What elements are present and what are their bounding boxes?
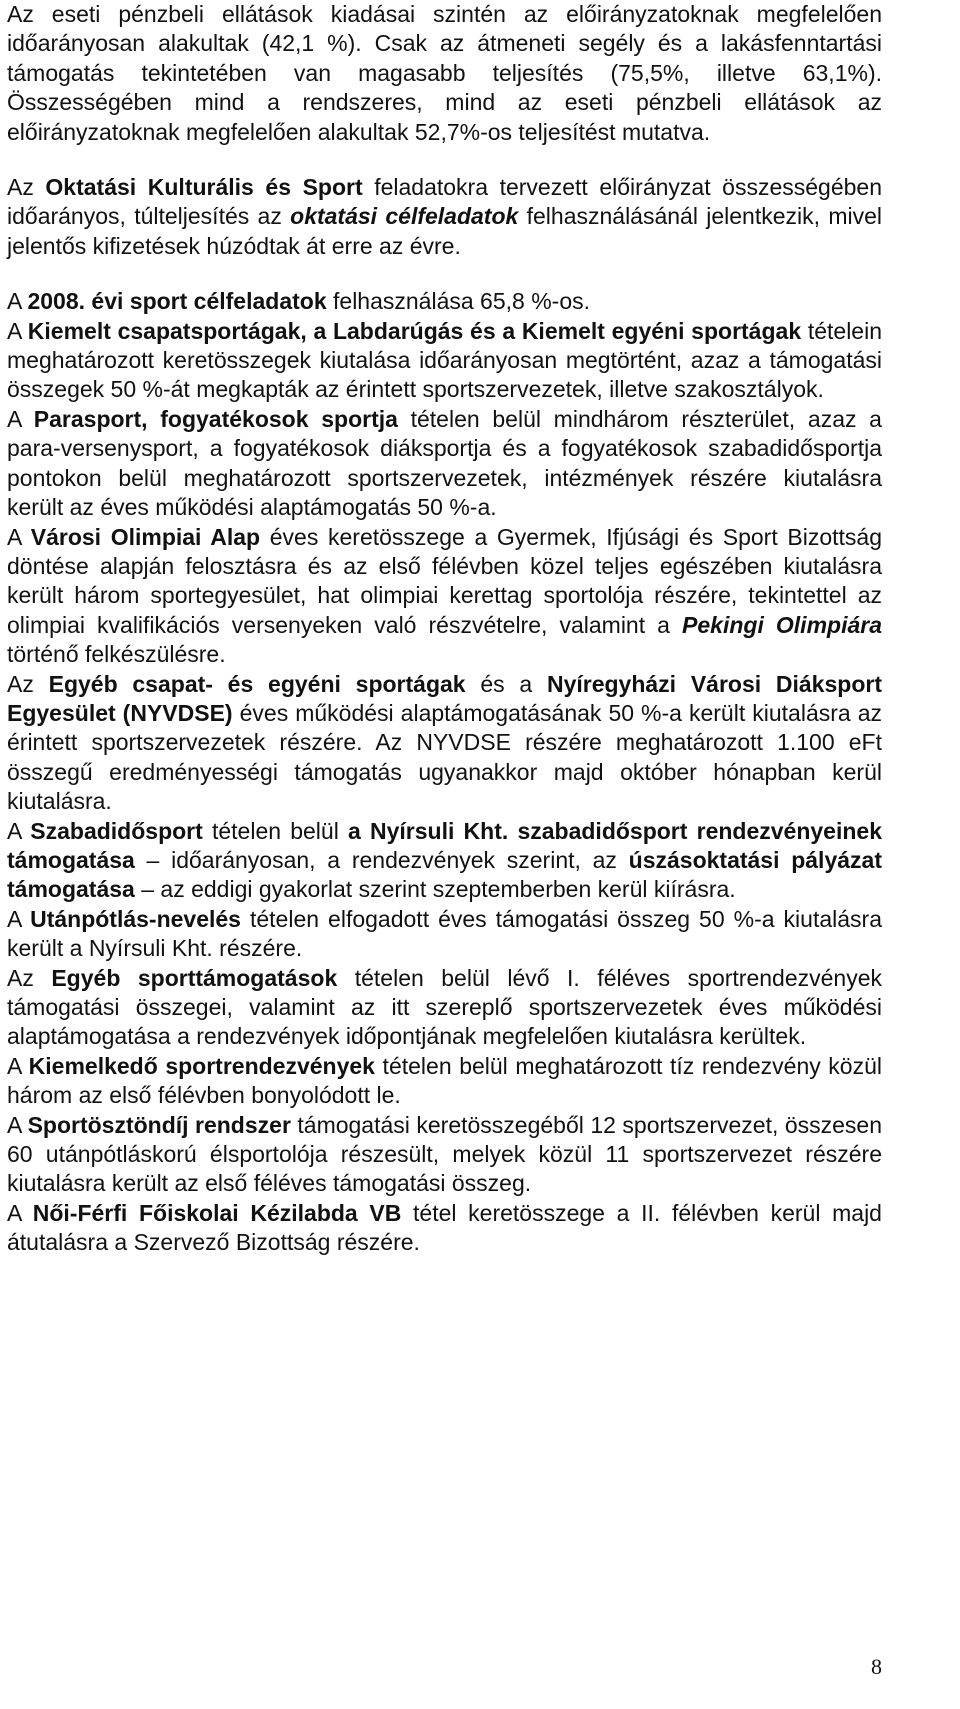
body-text: tételen belül lévő I. féléves sportrendezvények támogatási összegei, valamint az itt szereplő sportszervezetek éves működési alaptámogatása a rendezvények időpontjának megfelelően kiutalásra kerültek.: [7, 964, 883, 1050]
body-text: tételen elfogadott éves támogatási összeg 50 %-a kiutalásra került a Nyírsuli Kht. részére.: [7, 905, 882, 962]
emphasis-text: Kiemelt csapatsportágak, a Labdarúgás és a Kiemelt egyéni sportágak: [27, 317, 802, 344]
emphasis-text: Egyéb sporttámogatások: [51, 964, 338, 991]
body-text: A: [7, 405, 34, 432]
body-text: tételen belül meghatározott tíz rendezvény közül három az első félévben bonyolódott le.: [7, 1052, 882, 1109]
emphasis-text: Női-Férfi Főiskolai Kézilabda VB: [32, 1199, 402, 1226]
body-text: A: [7, 817, 31, 844]
body-text: – az eddigi gyakorlat szerint szeptemberben kerül kiírásra.: [134, 876, 736, 903]
body-text: A: [7, 523, 31, 550]
emphasis-text: Sportösztöndíj rendszer: [27, 1111, 291, 1138]
paragraph-oktatasi-kulturalis-sport: [7, 173, 882, 261]
body-text: A: [7, 1111, 28, 1138]
body-text: Az eseti pénzbeli ellátások kiadásai szintén az előirányzatoknak megfelelően időarányosan alakultak (42,1 %). Csak az átmeneti segély és a lakásfenntartási támogatás tekintetében van magasabb teljesítés (75,5%, illetve 63,1%). Összességében mind a rendszeres, mind az eseti pénzbeli ellátások az előirányzatoknak megfelelően alakultak 52,7%-os teljesítést mutatva.: [7, 1, 882, 145]
paragraph-sport-celfeladatok-2008: [7, 287, 882, 316]
emphasis-text: Egyéb csapat- és egyéni sportágak: [48, 670, 466, 697]
paragraph-varosi-olimpiai-alap: [7, 523, 882, 670]
paragraph-egyeb-sporttamogatasok: [7, 964, 882, 1052]
body-text: tételen belül: [202, 817, 349, 844]
emphasis-text: 2008. évi sport célfeladatok: [27, 288, 327, 315]
paragraph-kezilabda-vb: [7, 1199, 882, 1258]
paragraph-kiemelt-csapatsportagak: [7, 317, 882, 405]
body-text: éves működési alaptámogatásának 50 %-a került kiutalásra az érintett sportszervezetek részére. Az NYVDSE részére meghatározott 1.100 eFt összegű eredményességi támogatás ugyanakkor majd október hónapban kerül kiutalásra.: [7, 699, 882, 815]
body-text: feladatokra tervezett előirányzat összességében időarányos, túlteljesítés az: [7, 174, 882, 230]
body-text: támogatási keretösszegéből 12 sportszervezet, összesen 60 utánpótláskorú élsportolója részesült, melyek közül 11 sportszervezet részére kiutalásra került az első féléves támogatási összeg.: [7, 1111, 882, 1197]
body-text: történő felkészülésre.: [7, 641, 226, 668]
body-text: Az: [7, 964, 52, 991]
body-text: – időarányosan, a rendezvények szerint, az: [134, 846, 629, 873]
emphasis-text: Kiemelkedő sportrendezvények: [28, 1052, 375, 1079]
body-text: A: [7, 317, 28, 344]
paragraph-utanpotlas-neveles: [7, 905, 882, 964]
body-text: éves keretösszege a Gyermek, Ifjúsági és Sport Bizottság döntése alapján felosztásra és az első félévben közel teljes egészében kiutalásra került három sportegyesület, hat olimpiai kerettag sportolója részére, tekintettel az olimpiai kvalifikációs versenyeken való részvételre, valamint a: [7, 523, 882, 638]
paragraph-parasport: [7, 405, 882, 523]
body-text: tétel keretösszege a II. félévben kerül majd átutalásra a Szervező Bizottság részére.: [7, 1199, 882, 1256]
emphasis-text: oktatási célfeladatok: [290, 203, 519, 230]
body-text: tételein meghatározott keretösszegek kiutalása időarányosan megtörtént, azaz a támogatási összegek 50 %-át megkapták az érintett sportszervezetek, illetve szakosztályok.: [7, 317, 882, 403]
body-text: A: [7, 905, 31, 932]
paragraph-kiemelkedo-sportrendezvenyek: [7, 1052, 882, 1111]
body-text: A: [7, 1199, 33, 1226]
emphasis-text: Pekingi Olimpiára: [682, 611, 882, 638]
emphasis-text: a Nyírsuli Kht. szabadidősport rendezvényeinek támogatása: [7, 817, 882, 873]
body-text: tételen belül mindhárom részterület, azaz a para-versenysport, a fogyatékosok diáksportja és a fogyatékosok szabadidősportja pontokon belül meghatározott sportszervezetek, intézmények részére kiutalásra került az éves működési alaptámogatás 50 %-a.: [7, 405, 882, 521]
emphasis-text: Városi Olimpiai Alap: [30, 523, 261, 550]
emphasis-text: Nyíregyházi Városi Diáksport Egyesület (NYVDSE): [7, 670, 882, 726]
body-text: Az: [7, 670, 49, 697]
paragraph-eseti-ellatasok: [7, 0, 882, 147]
page-number: 8: [871, 1654, 882, 1679]
paragraph-sportosztondij: [7, 1111, 882, 1199]
body-text: és a: [465, 670, 547, 697]
emphasis-text: Utánpótlás-nevelés: [30, 905, 241, 932]
emphasis-text: Parasport, fogyatékosok sportja: [33, 405, 398, 432]
body-text: A: [7, 288, 28, 315]
paragraph-egyeb-csapat-sportagak: [7, 670, 882, 817]
emphasis-text: Oktatási Kulturális és Sport: [45, 174, 363, 201]
emphasis-text: Szabadidősport: [30, 817, 203, 844]
body-text: felhasználása 65,8 %-os.: [326, 288, 591, 315]
body-text: felhasználásánál jelentkezik, mivel jelentős kifizetések húzódtak át erre az évre.: [7, 203, 882, 259]
paragraph-szabadidosport: [7, 817, 882, 905]
body-text: A: [7, 1052, 29, 1079]
emphasis-text: úszásoktatási pályázat támogatása: [7, 846, 882, 903]
body-text: Az: [7, 174, 46, 201]
